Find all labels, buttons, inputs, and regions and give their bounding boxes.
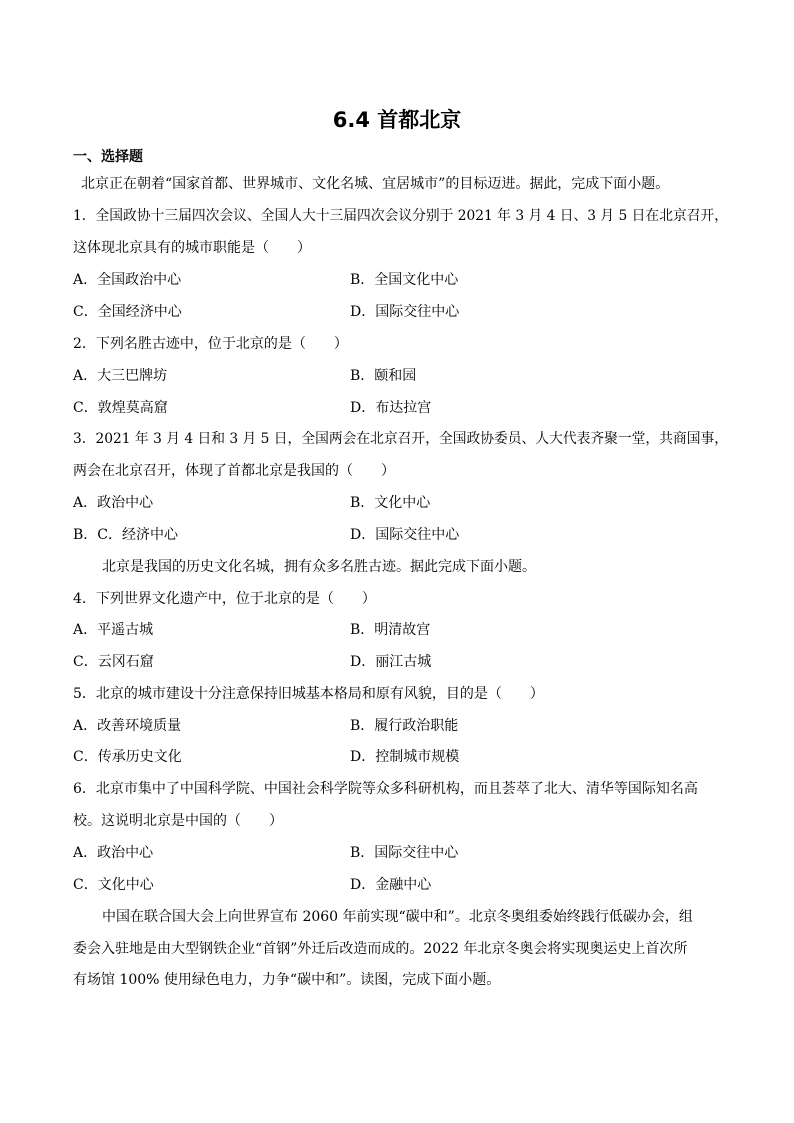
question-3-option-d: D．国际交往中心 bbox=[350, 527, 460, 543]
question-1-option-b: B．全国文化中心 bbox=[350, 272, 459, 288]
intro-passage-3-line3: 有场馆 100% 使用绿色电力，力争“碳中和”。读图，完成下面小题。 bbox=[73, 972, 501, 988]
question-2-option-b: B．颐和园 bbox=[350, 368, 417, 384]
question-6-option-a: A．政治中心 bbox=[73, 845, 154, 861]
intro-passage-2: 北京是我国的历史文化名城，拥有众多名胜古迹。据此完成下面小题。 bbox=[102, 559, 536, 575]
intro-passage-1: 北京正在朝着“国家首都、世界城市、文化名城、宜居城市”的目标迈进。据此，完成下面小题。 bbox=[81, 176, 670, 192]
intro-passage-3-line2: 委会入驻地是由大型钢铁企业“首钢”外迁后改造而成的。2022 年北京冬奥会将实现奥运史上首次所 bbox=[73, 941, 688, 957]
question-3-option-b: B．文化中心 bbox=[350, 495, 431, 511]
question-6-stem-line1: 6．北京市集中了中国科学院、中国社会科学院等众多科研机构，而且荟萃了北大、清华等国际知名高 bbox=[73, 781, 698, 797]
question-1-stem-line1: 1．全国政协十三届四次会议、全国人大十三届四次会议分别于 2021 年 3 月 4 日、3 月 5 日在北京召开， bbox=[73, 208, 729, 224]
question-3-option-a: A．政治中心 bbox=[73, 495, 154, 511]
question-2-option-a: A．大三巴牌坊 bbox=[73, 368, 168, 384]
question-1-stem-line2: 这体现北京具有的城市职能是（ ） bbox=[73, 240, 311, 256]
question-5-option-c: C．传承历史文化 bbox=[73, 749, 182, 765]
question-2-option-c: C．敦煌莫高窟 bbox=[73, 400, 168, 416]
question-1-option-c: C．全国经济中心 bbox=[73, 304, 182, 320]
question-4-option-a: A．平遥古城 bbox=[73, 622, 154, 638]
page-title: 6.4 首都北京 bbox=[332, 108, 462, 132]
question-2-stem: 2．下列名胜古迹中，位于北京的是（ ） bbox=[73, 336, 348, 352]
question-4-option-c: C．云冈石窟 bbox=[73, 654, 154, 670]
question-2-option-d: D．布达拉宫 bbox=[350, 400, 432, 416]
question-5-option-d: D．控制城市规模 bbox=[350, 749, 460, 765]
question-4-option-b: B．明清故宫 bbox=[350, 622, 431, 638]
question-5-option-b: B．履行政治职能 bbox=[350, 718, 459, 734]
question-4-stem: 4．下列世界文化遗产中，位于北京的是（ ） bbox=[73, 591, 376, 607]
section-heading: 一、选择题 bbox=[73, 149, 143, 165]
question-1-option-d: D．国际交往中心 bbox=[350, 304, 460, 320]
question-6-option-d: D．金融中心 bbox=[350, 877, 432, 893]
question-4-option-d: D．丽江古城 bbox=[350, 654, 432, 670]
question-5-option-a: A．改善环境质量 bbox=[73, 718, 182, 734]
question-6-stem-line2: 校。这说明北京是中国的（ ） bbox=[73, 813, 283, 829]
question-5-stem: 5．北京的城市建设十分注意保持旧城基本格局和原有风貌，目的是（ ） bbox=[73, 686, 544, 702]
question-3-option-c: B．C．经济中心 bbox=[73, 527, 178, 543]
question-3-stem-line1: 3．2021 年 3 月 4 日和 3 月 5 日，全国两会在北京召开，全国政协委员、人大代表齐聚一堂，共商国事， bbox=[73, 431, 729, 447]
question-6-option-b: B．国际交往中心 bbox=[350, 845, 459, 861]
question-6-option-c: C．文化中心 bbox=[73, 877, 154, 893]
intro-passage-3-line1: 中国在联合国大会上向世界宣布 2060 年前实现“碳中和”。北京冬奥组委始终践行低碳办会，组 bbox=[102, 909, 693, 925]
question-1-option-a: A．全国政治中心 bbox=[73, 272, 182, 288]
question-3-stem-line2: 两会在北京召开，体现了首都北京是我国的（ ） bbox=[73, 463, 395, 479]
